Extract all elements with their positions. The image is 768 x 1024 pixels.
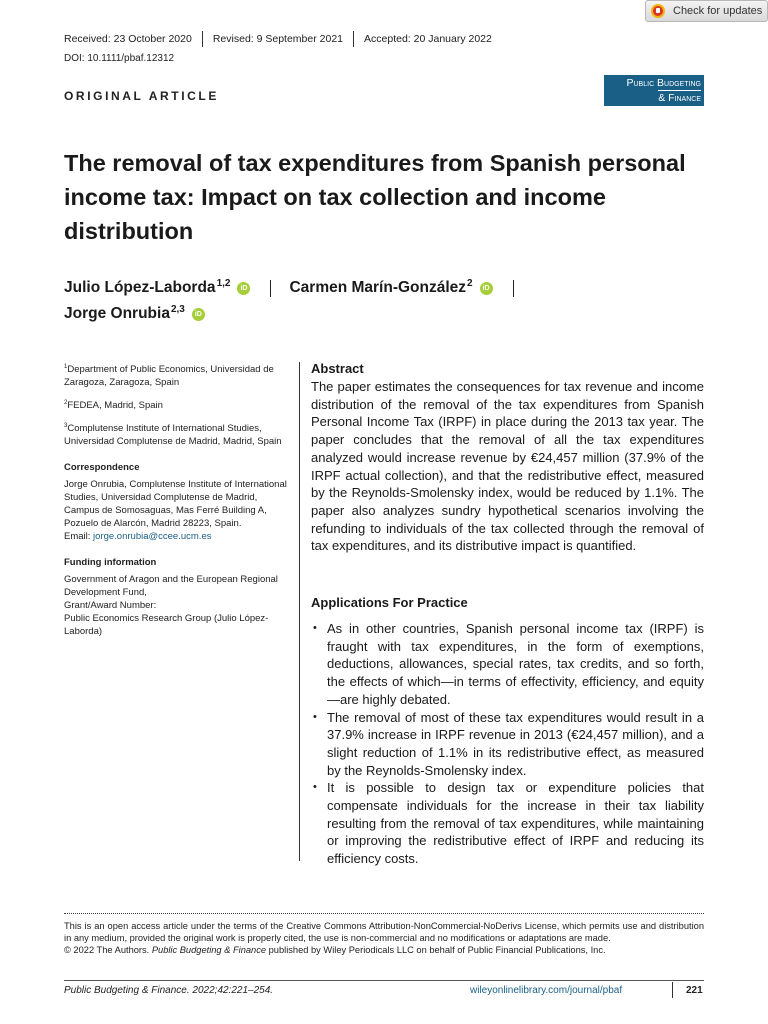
article-type: ORIGINAL ARTICLE (64, 89, 219, 103)
email-link[interactable]: jorge.onrubia@ccee.ucm.es (93, 531, 212, 543)
abstract-text: The paper estimates the consequences for tax revenue and income distribution of the removal of the tax expenditures from Spanish Personal Income Tax (IRPF) in place during the 2013 tax year. The paper concludes that the removal of all the tax expenditures analyzed would increase revenue by €24,457 million (37.9% of the IRPF actual collection), and that the redistributive effect, measured by the Reynolds-Smolensky index, would be reduced by 1.1%. The paper also analyzes sundry hypothetical scenarios involving the refunding to individuals of the tax collected through the removal of tax expenditures, and its distributive impact is quantified. (311, 379, 704, 554)
article-title: The removal of tax expenditures from Spanish personal income tax: Impact on tax collection and income distribution (64, 150, 686, 244)
funding-text: Government of Aragon and the European Regional Development Fund, (64, 574, 278, 599)
list-item: • It is possible to design tax or expenditure policies that compensate individuals for the increase in their tax liability resulting from the removal of tax expenditures, while maintaining or improving the redistributive effect of IRPF and reducing its efficiency costs. (311, 779, 704, 868)
license-text: This is an open access article under the terms of the Creative Commons Attribution-NonCommercial-NoDerivs License, which permits use and distribution in any medium, provided the original work is properly cited, the use is non-commercial and no modifications or adaptations are made. (64, 921, 704, 944)
orcid-icon[interactable]: iD (480, 282, 493, 295)
applications-heading: Applications For Practice (311, 595, 468, 610)
license-notice (64, 920, 704, 957)
copyright-suffix: published by Wiley Periodicals LLC on behalf of Public Financial Publications, Inc. (266, 945, 606, 956)
doi: DOI: 10.1111/pbaf.12312 (64, 53, 175, 64)
affiliation-text: Complutense Institute of International Studies, Universidad Complutense de Madrid, Madrid, Spain (64, 423, 282, 448)
author-name[interactable]: Jorge Onrubia (64, 305, 170, 322)
copyright-journal: Public Budgeting & Finance (151, 945, 267, 956)
page-number: 221 (686, 985, 703, 996)
received-date: Received: 23 October 2020 (64, 33, 192, 45)
divider (513, 280, 514, 297)
footer-divider (64, 980, 704, 981)
revised-date: Revised: 9 September 2021 (212, 33, 344, 45)
affiliation (64, 397, 289, 412)
copyright-prefix: © 2022 The Authors. (64, 945, 152, 956)
author-affiliation-ref: 2,3 (170, 303, 185, 315)
affiliation (64, 420, 289, 448)
author-line-2 (64, 305, 205, 323)
check-for-updates-button[interactable] (645, 0, 768, 22)
correspondence-heading: Correspondence (64, 462, 140, 474)
journal-citation: Public Budgeting & Finance. 2022;42:221–254. (64, 985, 274, 996)
copyright-text (64, 944, 704, 956)
column-divider (299, 362, 300, 861)
author-affiliation-ref: 2 (467, 277, 473, 289)
footer-divider (64, 913, 704, 914)
orcid-icon[interactable]: iD (237, 282, 250, 295)
funding-heading: Funding information (64, 557, 157, 569)
journal-url-link[interactable]: wileyonlinelibrary.com/journal/pbaf (470, 985, 623, 996)
affiliation-number: 3 (64, 423, 68, 430)
abstract-heading: Abstract (311, 361, 364, 376)
divider (202, 31, 203, 47)
author-name[interactable]: Julio López-Laborda (64, 279, 216, 296)
divider (672, 982, 673, 998)
journal-logo (604, 75, 704, 106)
correspondence-email (64, 530, 289, 543)
funding-grant-label: Grant/Award Number: (64, 600, 157, 612)
author-affiliation-ref: 1,2 (216, 277, 231, 289)
list-item: • The removal of most of these tax expenditures would result in a 37.9% increase in IRPF revenue in 2013 (€24,457 million), and a slight reduction of 1.1% in its redistributive effect, as measured by the Reynolds-Smolensky index. (311, 709, 704, 780)
accepted-date: Accepted: 20 January 2022 (364, 33, 492, 45)
list-item: • As in other countries, Spanish personal income tax (IRPF) is fraught with tax expenditures, in the form of exemptions, deductions, allowances, special rates, tax credits, and so forth, the effects of which—in terms of effectivity, efficiency, and equity—are highly debated. (311, 620, 704, 709)
journal-logo-line2: & Finance (658, 92, 701, 104)
affiliation-number: 1 (64, 364, 68, 370)
applications-list (311, 620, 704, 868)
affiliation-number: 2 (64, 400, 68, 407)
email-label: Email: (64, 531, 91, 543)
affiliation-text: Department of Public Economics, Universidad de Zaragoza, Zaragoza, Spain (64, 364, 274, 389)
correspondence-text: Jorge Onrubia, Complutense Institute of International Studies, Universidad Complutense de Madrid, Campus de Somosaguas, Mas Ferré Building A, Pozuelo de Alarcón, Madrid 28223, Spain. (64, 479, 287, 530)
journal-logo-line1: Public Budgeting (626, 77, 701, 89)
affiliation (64, 361, 289, 389)
funding-grant: Public Economics Research Group (Julio López-Laborda) (64, 613, 269, 638)
crossmark-icon (651, 4, 665, 18)
article-dates (64, 31, 492, 47)
divider (353, 31, 354, 47)
affiliation-text: FEDEA, Madrid, Spain (67, 400, 163, 412)
check-for-updates-label: Check for updates (673, 5, 763, 17)
orcid-icon[interactable]: iD (192, 308, 205, 321)
author-line-1 (64, 279, 532, 297)
author-name[interactable]: Carmen Marín-González (289, 279, 467, 296)
article-sidebar (64, 361, 289, 638)
divider (270, 280, 271, 297)
